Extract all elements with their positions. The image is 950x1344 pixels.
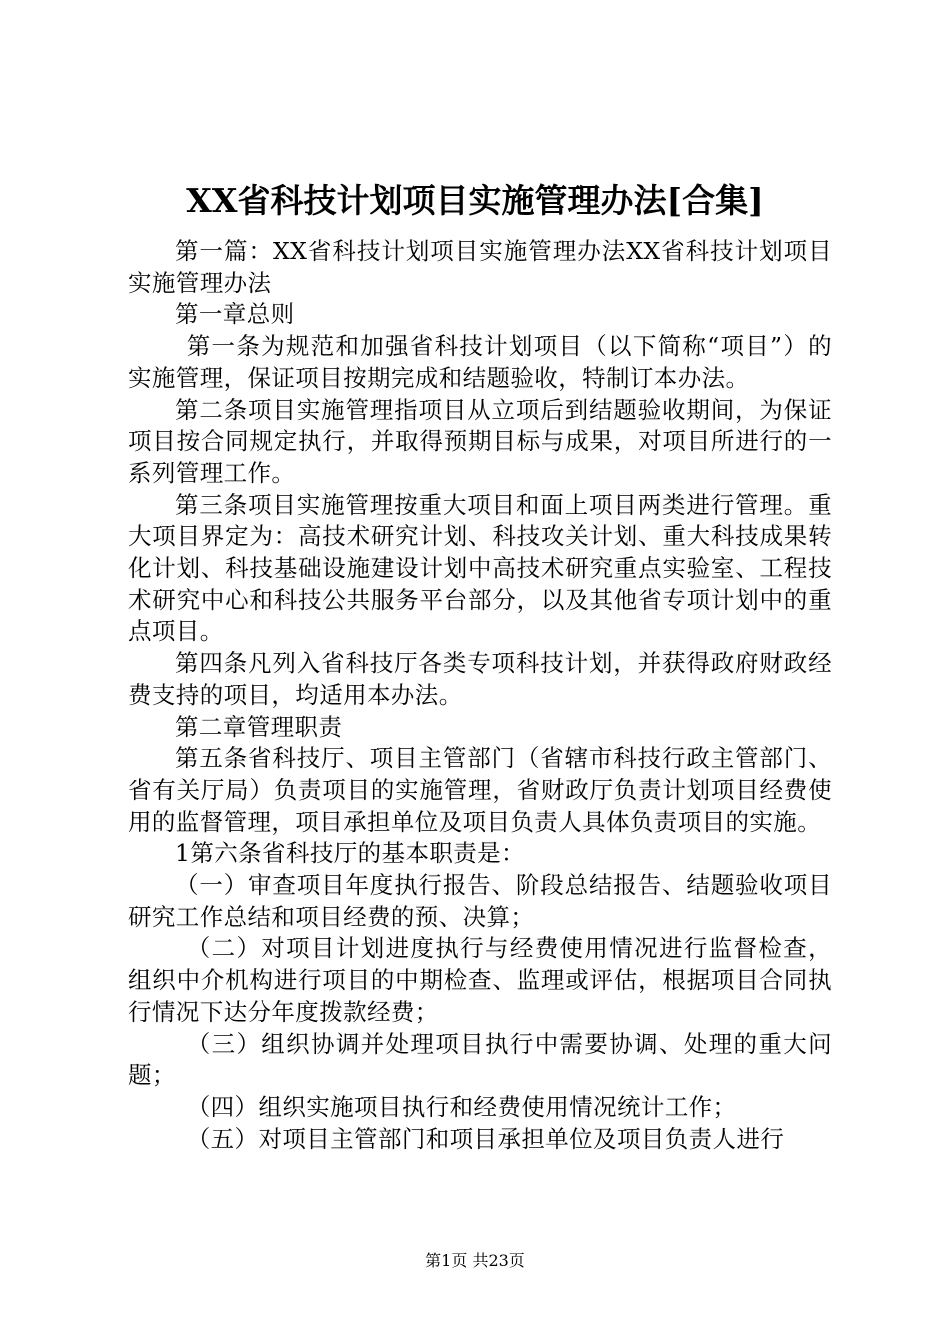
page-footer: 第1页 共23页 xyxy=(425,1251,525,1270)
list-item: （一）审查项目年度执行报告、阶段总结报告、结题验收项目研究工作总结和项目经费的预、决算； xyxy=(128,871,832,931)
paragraph: 1第六条省科技厅的基本职责是： xyxy=(175,839,525,868)
chapter-heading: 第二章管理职责 xyxy=(175,712,343,741)
list-item: （二）对项目计划进度执行与经费使用情况进行监督检查，组织中介机构进行项目的中期检查、监理或评估，根据项目合同执行情况下达分年度拨款经费； xyxy=(128,934,832,1026)
paragraph: 第三条项目实施管理按重大项目和面上项目两类进行管理。重大项目界定为：高技术研究计划、科技攻关计划、重大科技成果转化计划、科技基础设施建设计划中高技术研究重点实验室、工程技术研究中心和科技公共服务平台部分，以及其他省专项计划中的重点项目。 xyxy=(128,490,832,646)
paragraph: 第一条为规范和加强省科技计划项目（以下简称“项目”）的实施管理，保证项目按期完成和结题验收，特制订本办法。 xyxy=(128,332,832,392)
paragraph: 第五条省科技厅、项目主管部门（省辖市科技行政主管部门、省有关厅局）负责项目的实施管理，省财政厅负责计划项目经费使用的监督管理，项目承担单位及项目负责人具体负责项目的实施。 xyxy=(128,744,832,836)
list-item: （五）对项目主管部门和项目承担单位及项目负责人进行 xyxy=(186,1124,785,1153)
list-item: （三）组织协调并处理项目执行中需要协调、处理的重大问题； xyxy=(128,1029,832,1090)
paragraph: 第四条凡列入省科技厅各类专项科技计划，并获得政府财政经费支持的项目，均适用本办法。 xyxy=(128,649,832,709)
paragraph: 第一篇：XX省科技计划项目实施管理办法XX省科技计划项目实施管理办法 xyxy=(128,237,832,297)
list-item: （四）组织实施项目执行和经费使用情况统计工作； xyxy=(186,1092,737,1121)
paragraph: 第二条项目实施管理指项目从立项后到结题验收期间，为保证项目按合同规定执行，并取得预期目标与成果，对项目所进行的一系列管理工作。 xyxy=(128,395,832,487)
document-body xyxy=(128,236,832,1155)
chapter-heading: 第一章总则 xyxy=(175,300,295,329)
document-title: XX省科技计划项目实施管理办法[合集] xyxy=(186,181,764,220)
